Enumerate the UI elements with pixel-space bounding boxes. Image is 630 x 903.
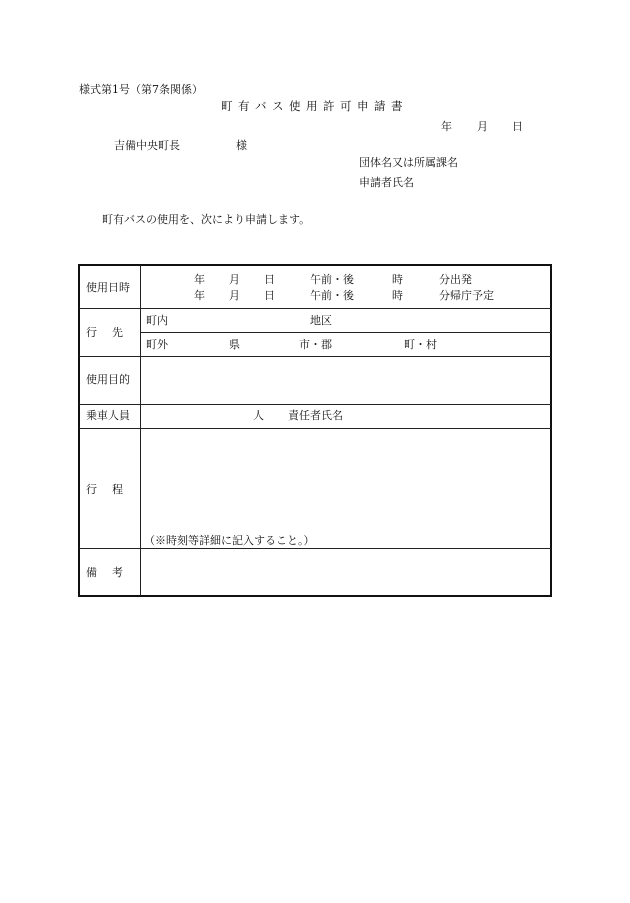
departure-hour-label: 時 bbox=[392, 273, 403, 286]
date-month-label: 月 bbox=[477, 120, 488, 133]
return-hour-label: 時 bbox=[392, 289, 403, 302]
destination-district-label: 地区 bbox=[310, 314, 332, 327]
return-minute-label: 分帰庁予定 bbox=[439, 289, 494, 302]
applicant-org-label: 団体名又は所属課名 bbox=[359, 156, 458, 169]
passengers-unit-label: 人 bbox=[253, 409, 264, 422]
row-divider-passengers bbox=[79, 428, 551, 429]
row-divider-destination-sub bbox=[141, 332, 551, 333]
label-column-divider bbox=[140, 265, 141, 596]
return-month-label: 月 bbox=[229, 289, 240, 302]
date-year-label: 年 bbox=[441, 120, 452, 133]
form-number: 様式第1号（第7条関係） bbox=[79, 83, 203, 96]
intro-text: 町有バスの使用を、次により申請します。 bbox=[102, 213, 311, 226]
itinerary-label: 行 程 bbox=[86, 483, 125, 496]
responsible-person-label: 責任者氏名 bbox=[288, 409, 343, 422]
passengers-label: 乗車人員 bbox=[86, 409, 130, 422]
destination-label: 行 先 bbox=[86, 326, 125, 339]
usage-datetime-label: 使用日時 bbox=[86, 281, 130, 294]
destination-town-village-label: 町・村 bbox=[404, 338, 437, 351]
destination-prefecture-label: 県 bbox=[229, 338, 240, 351]
row-divider-itinerary bbox=[79, 548, 551, 549]
departure-year-label: 年 bbox=[194, 273, 205, 286]
addressee bbox=[114, 140, 247, 151]
destination-in-town-label: 町内 bbox=[146, 314, 168, 327]
departure-day-label: 日 bbox=[264, 273, 275, 286]
return-year-label: 年 bbox=[194, 289, 205, 302]
date-day-label: 日 bbox=[512, 120, 523, 133]
remarks-label: 備 考 bbox=[86, 566, 125, 579]
departure-month-label: 月 bbox=[229, 273, 240, 286]
row-divider-datetime bbox=[79, 308, 551, 309]
document-title: 町有バス使用許可申請書 bbox=[221, 99, 408, 113]
return-day-label: 日 bbox=[264, 289, 275, 302]
addressee-name: 吉備中央町長 bbox=[114, 139, 180, 152]
row-divider-destination bbox=[79, 356, 551, 357]
addressee-honorific: 様 bbox=[236, 139, 247, 152]
destination-out-town-label: 町外 bbox=[146, 338, 168, 351]
row-divider-purpose bbox=[79, 404, 551, 405]
return-ampm-label: 午前・後 bbox=[310, 289, 354, 302]
departure-ampm-label: 午前・後 bbox=[310, 273, 354, 286]
purpose-label: 使用目的 bbox=[86, 373, 130, 386]
destination-city-county-label: 市・郡 bbox=[299, 338, 332, 351]
itinerary-note: （※時刻等詳細に記入すること。） bbox=[144, 534, 315, 547]
departure-minute-label: 分出発 bbox=[439, 273, 472, 286]
applicant-name-label: 申請者氏名 bbox=[359, 176, 414, 189]
